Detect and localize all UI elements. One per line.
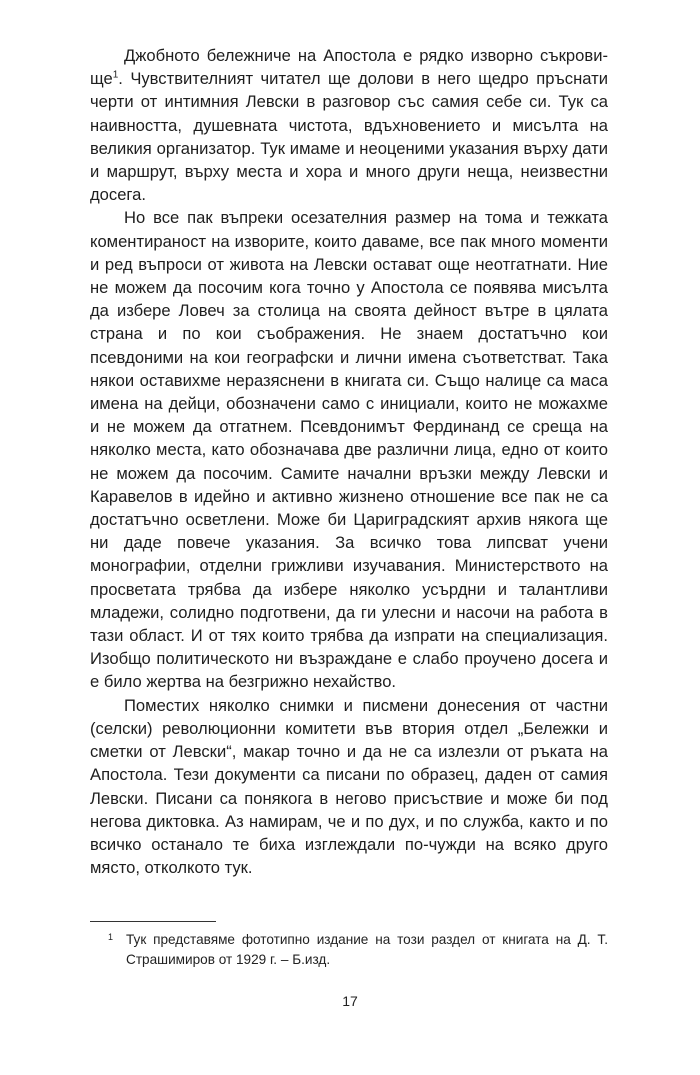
paragraph-1	[90, 44, 608, 206]
page-number: 17	[342, 993, 358, 1009]
footnote-text: Тук представяме фототипно издание на този раздел от книгата на Д. Т. Страшимиров от 1929 г. – Б.изд.	[126, 932, 608, 967]
footnote	[90, 930, 608, 970]
footnote-number: 1	[108, 932, 114, 942]
footnote-separator	[90, 921, 216, 922]
footnote-reference: 1	[112, 69, 119, 81]
paragraph-3: Поместих няколко снимки и писмени донесения от частни (селски) революционни комитети във втория отдел „Бележки и сметки от Левски“, макар точно и да не са излезли от ръката на Апостола. Тези документи са писани по образец, даден от самия Левски. Писани са понякога в негово присъствие и може би под негова диктовка. Аз намирам, че и по дух, и по служба, както и по всичко останало те биха изглеждали по-чужди на всяко друго място, отколкото тук.	[90, 695, 608, 878]
paragraph-1-text-start: Джобното бележниче на Апостола е рядко изворно съкрови-ще	[90, 46, 608, 89]
paragraph-2: Но все пак въпреки осезателния размер на тома и тежката коментираност на изворите, които даваме, все пак много моменти и ред въпроси от живота на Левски остават още неотгатнати. Ние не можем да посочим кога точно у Апостола се появява мисълта да избере Ловеч за столица на своята дейност вътре в цялата страна и по кои съображения. Не знаем достатъчно кои псевдоними на кои географски и лични имена съответстват. Така някои оставихме неразяснени в книгата си. Също налице са маса имена на дейци, обозначени само с инициали, които не можахме и не можем да отгатнем. Псевдонимът Фердинанд се среща на няколко места, като обозначава две различни лица, едно от които не можем да посочим. Самите начални връзки между Левски и Каравелов в идейно и активно жизнено отношение все пак не са достатъчно осветлени. Може би Цариградският архив някога ще ни даде повече указания. За всичко това липсват учени монографии, отделни грижливи изучавания. Министерството на просветата трябва да избере няколко усърдни и талантливи младежи, солидно подготвени, да ги улесни и насочи на работа в тази област. И от тях които трябва да изпрати на специализация. Изобщо политическото ни възраждане е слабо проучено досега и е било жертва на безгрижно нехайство.	[90, 208, 608, 692]
main-text	[90, 44, 608, 879]
paragraph-1-text-end: . Чувствителният читател ще долови в него щедро пръснати черти от интимния Левски в разговор със самия себе си. Тук са наивността, душевната чистота, вдъхновението и мисълта на великия организатор. Тук имаме и неоценими указания върху дати и маршрут, върху места и хора и много други неща, неизвестни досега.	[90, 69, 608, 205]
